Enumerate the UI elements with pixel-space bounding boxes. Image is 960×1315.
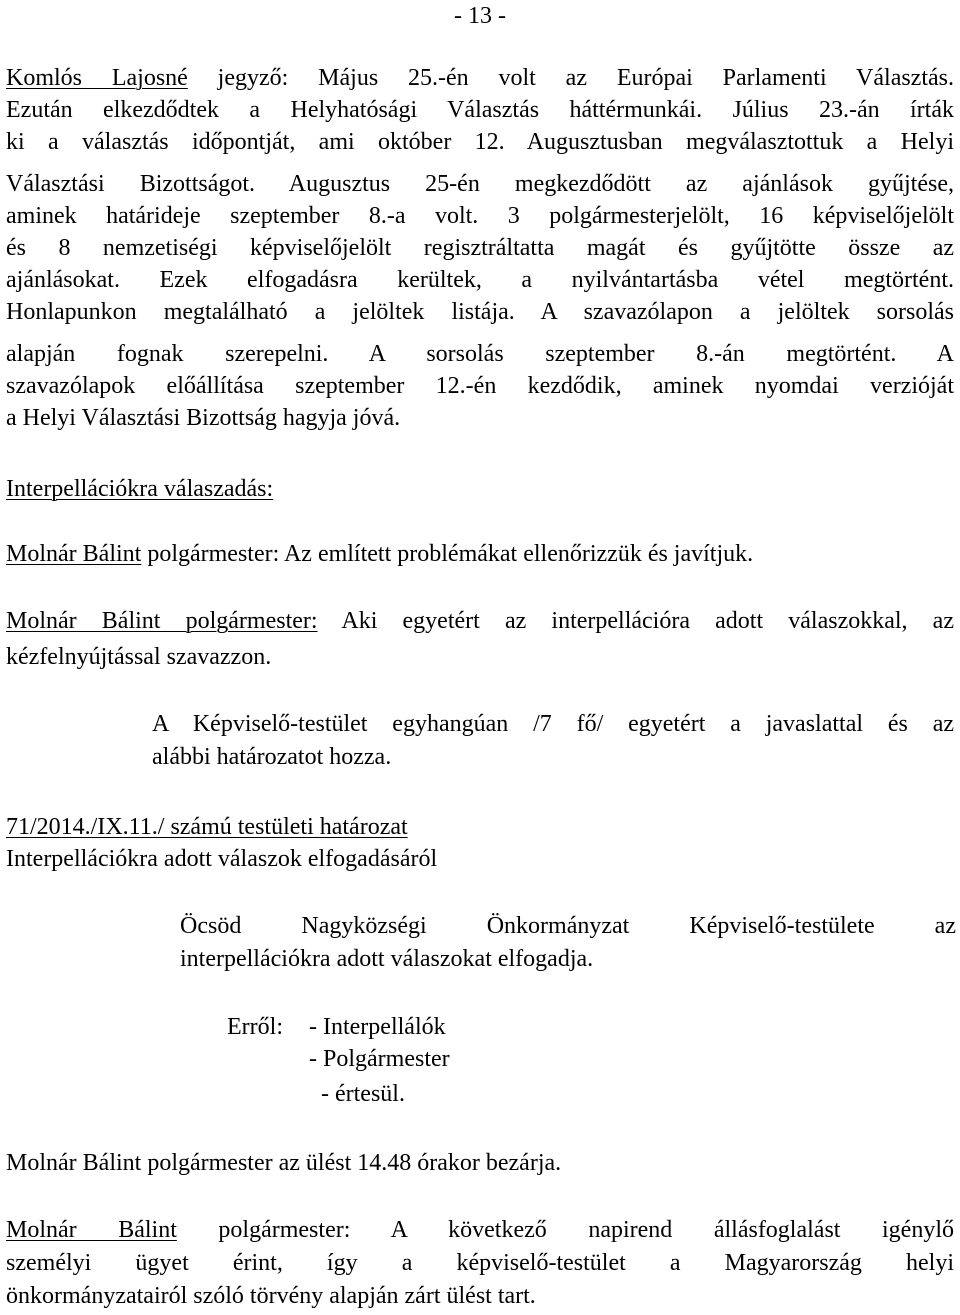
speaker-name: Molnár Bálint polgármester:	[6, 608, 318, 634]
text-line: Molnár Bálint polgármester: Aki egyetért az interpellációra adott válaszokkal, az	[6, 608, 954, 634]
text-line: ki a választás időpontját, ami október 12. Augusztusban megválasztottuk a Helyi	[6, 129, 954, 155]
text-line: A Képviselő-testület egyhangúan /7 fő/ egyetért a javaslattal és az	[152, 711, 954, 737]
section-heading: Interpellációkra válaszadás:	[6, 476, 274, 502]
text-line: aminek határideje szeptember 8.-a volt. 3 polgármesterjelölt, 16 képviselőjelölt	[6, 203, 954, 229]
text-line: és 8 nemzetiségi képviselőjelölt regisztráltatta magát és gyűjtötte össze az	[6, 235, 954, 261]
text-line: alapján fognak szerepelni. A sorsolás szeptember 8.-án megtörtént. A	[6, 341, 954, 367]
text-line: alábbi határozatot hozza.	[152, 744, 392, 770]
speaker-name: Komlós Lajosné	[6, 65, 188, 91]
notify-item: - Polgármester	[309, 1046, 450, 1072]
page-number: - 13 -	[454, 3, 506, 29]
text-line: Választási Bizottságot. Augusztus 25-én megkezdődött az ajánlások gyűjtése,	[6, 171, 954, 197]
closing-statement: Molnár Bálint polgármester az ülést 14.48 órakor bezárja.	[6, 1150, 562, 1176]
notify-item: - Interpellálók	[309, 1014, 446, 1040]
text-line: szavazólapok előállítása szeptember 12.-én kezdődik, aminek nyomdai verzióját	[6, 373, 954, 399]
resolution-body: interpellációkra adott válaszokat elfogadja.	[180, 946, 594, 972]
text-line: személyi ügyet érint, így a képviselő-testület a Magyarország helyi	[6, 1250, 954, 1276]
paragraph-mayor-response: Molnár Bálint polgármester: Az említett problémákat ellenőrizzük és javítjuk.	[6, 541, 754, 567]
notify-label: Erről:	[227, 1014, 283, 1040]
resolution-body: Öcsöd Nagyközségi Önkormányzat Képviselő-testülete az	[180, 913, 956, 939]
text-line: ajánlásokat. Ezek elfogadásra kerültek, a nyilvántartásba vétel megtörtént.	[6, 267, 954, 293]
text-line: Komlós Lajosné jegyző: Május 25.-én volt az Európai Parlamenti Választás.	[6, 65, 954, 91]
text-line: önkormányzatairól szóló törvény alapján zárt ülést tart.	[6, 1283, 536, 1309]
resolution-number: 71/2014./IX.11./ számú testületi határozat	[6, 814, 408, 840]
speaker-name: Molnár Bálint	[6, 541, 142, 567]
notify-item: - értesül.	[321, 1081, 405, 1107]
text-line: Ezután elkezdődtek a Helyhatósági Választás háttérmunkái. Július 23.-án írták	[6, 97, 954, 123]
text-line: kézfelnyújtással szavazzon.	[6, 644, 272, 670]
text-line: a Helyi Választási Bizottság hagyja jóvá.	[6, 405, 401, 431]
text-line: Honlapunkon megtalálható a jelöltek listája. A szavazólapon a jelöltek sorsolás	[6, 299, 954, 325]
resolution-subject: Interpellációkra adott válaszok elfogadásáról	[6, 846, 438, 872]
text-line: Molnár Bálint polgármester: A következő napirend állásfoglalást igénylő	[6, 1217, 954, 1243]
speaker-name: Molnár Bálint	[6, 1217, 177, 1243]
